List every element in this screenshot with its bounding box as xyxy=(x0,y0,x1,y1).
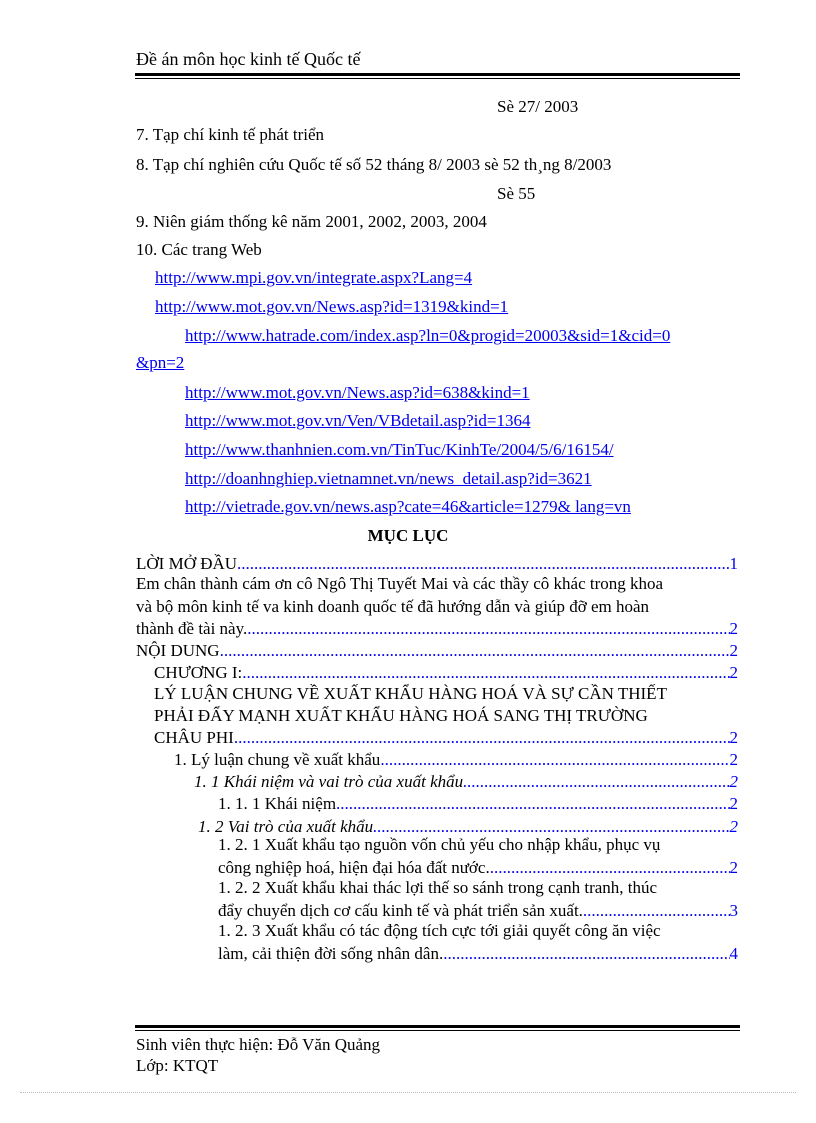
toc-page-number: 2 xyxy=(729,728,738,747)
web-link[interactable]: http://www.thanhnien.com.vn/TinTuc/KinhTe/2004/5/6/16154/ xyxy=(185,440,614,459)
toc-leader xyxy=(220,641,730,661)
web-link[interactable]: http://www.mot.gov.vn/News.asp?id=638&kind=1 xyxy=(185,383,530,402)
ref-item-8: 8. Tạp chí nghiên cứu Quốc tế số 52 tháng 8/ 2003 sè 52 th¸ng 8/2003 xyxy=(136,155,612,174)
toc-entry[interactable] xyxy=(174,748,738,770)
toc-page-number: 4 xyxy=(729,944,738,963)
toc-entry-text: làm, cải thiện đời sống nhân dân. xyxy=(218,944,444,963)
footer-rule-thick xyxy=(135,1025,740,1028)
toc-entry[interactable] xyxy=(154,661,738,683)
toc-page-number: 2 xyxy=(729,817,738,836)
toc-entry-text: công nghiệp hoá, hiện đại hóa đất nước. xyxy=(218,858,490,877)
toc-leader xyxy=(373,817,729,837)
toc-page-number: 1 xyxy=(729,554,738,573)
web-link[interactable]: http://vietrade.gov.vn/news.asp?cate=46&article=1279& lang=vn xyxy=(185,497,631,516)
toc-page-number: 2 xyxy=(729,641,738,660)
toc-leader xyxy=(380,750,729,770)
toc-entry-text: 1. 2 Vai trò của xuất khẩu xyxy=(198,817,374,836)
ref-item-10: 10. Các trang Web xyxy=(136,240,262,259)
toc-leader xyxy=(336,794,729,814)
header-rule-thin xyxy=(135,78,740,79)
toc-entry[interactable] xyxy=(218,792,738,814)
web-link[interactable]: http://www.mot.gov.vn/Ven/VBdetail.asp?id=1364 xyxy=(185,411,531,430)
toc-text-line: 1. 2. 1 Xuất khẩu tạo nguồn vốn chủ yếu cho nhập khẩu, phục vụ xyxy=(218,835,661,854)
web-link[interactable]: http://www.hatrade.com/index.asp?ln=0&progid=20003&sid=1&cid=0 xyxy=(185,326,671,345)
toc-page-number: 2 xyxy=(729,772,738,791)
toc-page-number: 2 xyxy=(729,750,738,769)
toc-text-line: Em chân thành cám ơn cô Ngô Thị Tuyết Mai và các thầy cô khác trong khoa xyxy=(136,574,664,593)
web-link[interactable]: http://www.mot.gov.vn/News.asp?id=1319&kind=1 xyxy=(155,297,509,316)
toc-leader xyxy=(443,944,729,964)
toc-leader xyxy=(490,858,730,878)
toc-page-number: 2 xyxy=(729,663,738,682)
toc-entry[interactable] xyxy=(136,639,738,661)
toc-entry-text: NỘI DUNG xyxy=(136,641,220,660)
toc-entry[interactable] xyxy=(218,942,738,964)
toc-entry[interactable] xyxy=(218,856,738,878)
toc-text-line: 1. 2. 2 Xuất khẩu khai thác lợi thế so sánh trong cạnh tranh, thúc xyxy=(218,878,658,897)
toc-page-number: 2 xyxy=(729,858,738,877)
toc-entry[interactable] xyxy=(154,726,738,748)
toc-page-number: 2 xyxy=(729,794,738,813)
toc-leader xyxy=(237,554,729,574)
toc-entry[interactable] xyxy=(218,899,738,921)
toc-entry-text: thành đề tài này. xyxy=(136,619,248,638)
toc-entry[interactable] xyxy=(136,617,738,639)
toc-entry-text: đẩy chuyển dịch cơ cấu kinh tế và phát triển sản xuất. xyxy=(218,901,583,920)
footer-student: Sinh viên thực hiện: Đỗ Văn Quảng xyxy=(136,1035,381,1054)
toc-entry[interactable] xyxy=(194,770,738,792)
toc-entry-text: CHÂU PHI xyxy=(154,728,234,747)
toc-entry[interactable] xyxy=(136,552,738,574)
footer-class: Lớp: KTQT xyxy=(136,1056,219,1075)
ref-item-9: 9. Niên giám thống kê năm 2001, 2002, 2003, 2004 xyxy=(136,212,487,231)
toc-text-line: và bộ môn kinh tế va kinh doanh quốc tế đã hướng dẫn và giúp đỡ em hoàn xyxy=(136,597,650,616)
ref-so27: Sè 27/ 2003 xyxy=(497,97,579,116)
toc-page-number: 3 xyxy=(729,901,738,920)
toc-leader xyxy=(583,901,730,921)
toc-chapter-title-line: LÝ LUẬN CHUNG VỀ XUẤT KHẨU HÀNG HOÁ VÀ SỰ CẦN THIẾT xyxy=(154,684,667,703)
toc-leader xyxy=(242,663,729,683)
toc-entry-text: 1. 1 Khái niệm và vai trò của xuất khẩu xyxy=(194,772,464,791)
toc-title: MỤC LỤC xyxy=(367,526,449,545)
toc-text-line: 1. 2. 3 Xuất khẩu có tác động tích cực tới giải quyết công ăn việc xyxy=(218,921,661,940)
toc-entry-text: CHƯƠNG I: xyxy=(154,663,243,682)
page-edge-dotted xyxy=(20,1092,796,1093)
toc-entry-text: 1. Lý luận chung về xuất khẩu xyxy=(174,750,381,769)
toc-entry[interactable] xyxy=(198,815,738,837)
toc-entry-text: 1. 1. 1 Khái niệm xyxy=(218,794,337,813)
toc-entry-text: LỜI MỞ ĐẦU xyxy=(136,554,238,573)
toc-leader xyxy=(463,772,729,792)
header-rule-thick xyxy=(135,73,740,76)
ref-so55: Sè 55 xyxy=(497,184,536,203)
web-link[interactable]: http://doanhnghiep.vietnamnet.vn/news_detail.asp?id=3621 xyxy=(185,469,592,488)
toc-leader xyxy=(234,728,730,748)
toc-page-number: 2 xyxy=(729,619,738,638)
footer-rule-thin xyxy=(135,1030,740,1031)
header-title: Đề án môn học kinh tế Quốc tế xyxy=(136,49,361,69)
web-link-continuation[interactable]: &pn=2 xyxy=(136,353,185,372)
web-link[interactable]: http://www.mpi.gov.vn/integrate.aspx?Lang=4 xyxy=(155,268,473,287)
toc-leader xyxy=(247,619,729,639)
toc-chapter-title-line: PHẢI ĐẨY MẠNH XUẤT KHẨU HÀNG HOÁ SANG THỊ TRƯỜNG xyxy=(154,706,648,725)
ref-item-7: 7. Tạp chí kinh tế phát triển xyxy=(136,125,325,144)
